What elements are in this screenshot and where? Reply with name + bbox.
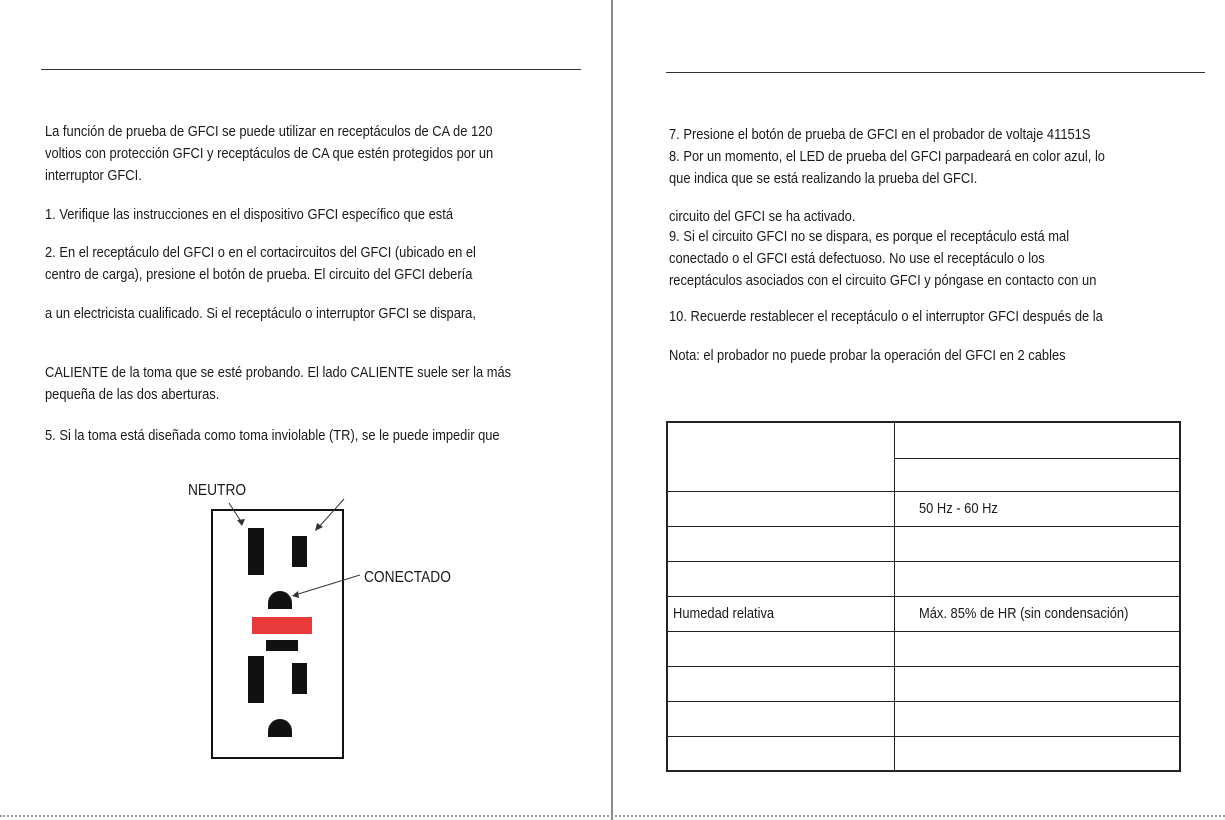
right-page	[613, 0, 1225, 820]
step-9-line-2: conectado o el GFCI está defectuoso. No use el receptáculo o los	[669, 250, 1045, 267]
intro-line-2: voltios con protección GFCI y receptáculos de CA que estén protegidos por un	[45, 145, 494, 162]
step-4-line-1: CALIENTE de la toma que se esté probando. El lado CALIENTE suele ser la más	[45, 364, 512, 381]
outlet-diagram	[200, 495, 360, 765]
table-row-5-value: Máx. 85% de HR (sin condensación)	[919, 605, 1129, 622]
step-2-line-1: 2. En el receptáculo del GFCI o en el cortacircuitos del GFCI (ubicado en el	[45, 244, 476, 261]
step-7: 7. Presione el botón de prueba de GFCI en el probador de voltaje 41151S	[669, 126, 1091, 143]
intro-line-1: La función de prueba de GFCI se puede utilizar en receptáculos de CA de 120	[45, 123, 493, 140]
center-screw-slot	[266, 640, 298, 651]
table-row-5-label: Humedad relativa	[673, 605, 775, 622]
note: Nota: el probador no puede probar la operación del GFCI en 2 cables	[669, 347, 1066, 364]
step-10: 10. Recuerde restablecer el receptáculo o el interruptor GFCI después de la	[669, 308, 1103, 325]
step-4-line-2: pequeña de las dos aberturas.	[45, 386, 220, 403]
neutral-label: NEUTRO	[188, 482, 247, 499]
upper-hot-slot	[292, 536, 307, 567]
step-9-line-1: 9. Si el circuito GFCI no se dispara, es porque el receptáculo está mal	[669, 228, 1070, 245]
spec-table	[666, 421, 1181, 772]
step-1: 1. Verifique las instrucciones en el dispositivo GFCI específico que está	[45, 206, 454, 223]
intro-line-3: interruptor GFCI.	[45, 167, 142, 184]
step-9-line-3: receptáculos asociados con el circuito GFCI y póngase en contacto con un	[669, 272, 1097, 289]
left-page	[0, 0, 612, 820]
lower-neutral-slot	[248, 656, 264, 703]
lower-hot-slot	[292, 663, 307, 694]
step-2-continuation: a un electricista cualificado. Si el receptáculo o interruptor GFCI se dispara,	[45, 305, 476, 322]
step-8-line-1: 8. Por un momento, el LED de prueba del GFCI parpadeará en color azul, lo	[669, 148, 1105, 165]
step-5: 5. Si la toma está diseñada como toma inviolable (TR), se le puede impedir que	[45, 427, 500, 444]
center-marker	[252, 617, 312, 634]
upper-neutral-slot	[248, 528, 264, 575]
header-rule	[41, 69, 581, 70]
page-bottom-edge	[0, 815, 1225, 817]
table-row-2-value: 50 Hz - 60 Hz	[919, 500, 998, 517]
step-8-continuation: circuito del GFCI se ha activado.	[669, 208, 856, 225]
header-rule-right	[666, 72, 1205, 73]
step-2-line-2: centro de carga), presione el botón de prueba. El circuito del GFCI debería	[45, 266, 473, 283]
step-8-line-2: que indica que se está realizando la prueba del GFCI.	[669, 170, 978, 187]
ground-label: CONECTADO	[364, 569, 451, 586]
